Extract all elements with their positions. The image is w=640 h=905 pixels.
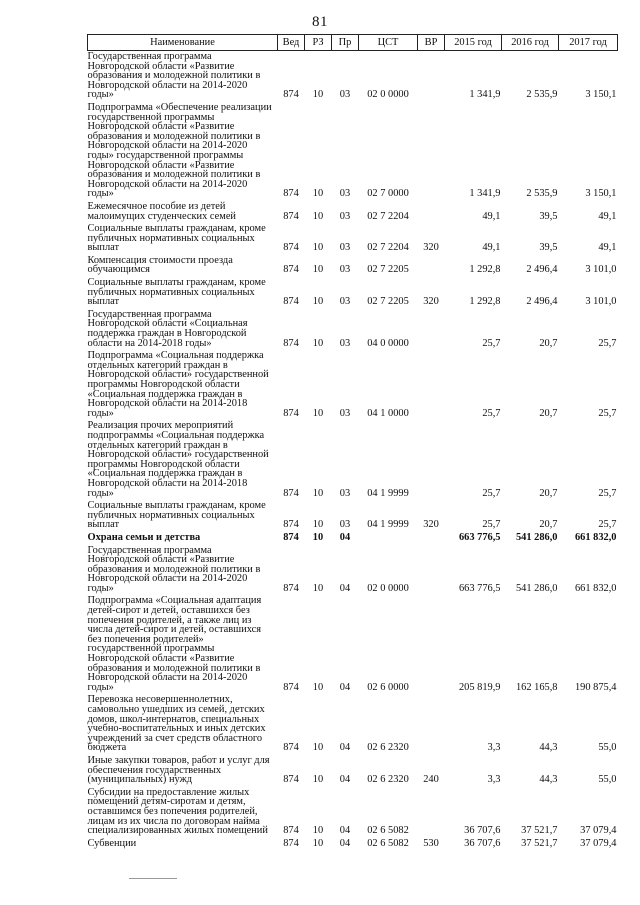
- row-ved: 874: [283, 837, 299, 849]
- row-pr: 03: [339, 296, 351, 308]
- row-ved: 874: [283, 296, 299, 308]
- row-rz: 10: [312, 188, 324, 200]
- row-ved: 874: [283, 681, 299, 693]
- row-rz: 10: [312, 264, 324, 276]
- table-row: [88, 838, 618, 851]
- header-rz: РЗ: [305, 35, 332, 51]
- row-pr: 03: [339, 210, 351, 222]
- row-pr: 03: [339, 89, 351, 101]
- table-row: [88, 350, 618, 420]
- row-ved: 874: [283, 337, 299, 349]
- row-ved: 874: [283, 774, 299, 786]
- row-amount-2016: 20,7: [539, 519, 558, 531]
- row-amount-2016: 2 496,4: [526, 296, 558, 308]
- row-amount-2016: 2 535,9: [526, 89, 558, 101]
- row-amount-2015: 25,7: [482, 519, 501, 531]
- row-amount-2015: 49,1: [482, 242, 501, 254]
- row-cst: 02 6 0000: [367, 681, 409, 693]
- row-rz: 10: [312, 742, 324, 754]
- row-amount-2015: 25,7: [482, 407, 501, 419]
- row-vr: [418, 532, 445, 545]
- row-ved: 874: [283, 210, 299, 222]
- row-amount-2015: 1 292,8: [469, 296, 501, 308]
- row-amount-2015: 36 707,6: [464, 825, 501, 837]
- row-rz: 10: [312, 681, 324, 693]
- row-name: Перевозка несовершеннолетних, самовольно ушедших из семей, детских домов, школ-интернатов, специальных учебно-воспитательных и иных детских учреждений за счет средств областного бюджета: [87, 694, 266, 754]
- row-cst: 04 1 9999: [367, 487, 409, 499]
- row-cst: 02 6 5082: [367, 825, 409, 837]
- row-vr: 320: [423, 519, 439, 531]
- table-row: [88, 787, 618, 838]
- row-amount-2016: 162 165,8: [515, 681, 558, 693]
- row-name: Государственная программа Новгородской области «Развитие образования и молодежной политики в Новгородской области на 2014-2020 годы»: [87, 51, 261, 101]
- row-name: Государственная программа Новгородской области «Социальная поддержка граждан в Новгородской области на 2014-2018 годы»: [87, 308, 248, 349]
- row-name: Социальные выплаты гражданам, кроме публичных нормативных социальных выплат: [87, 223, 266, 254]
- table-row: [88, 755, 618, 787]
- row-rz: 10: [312, 296, 324, 308]
- row-vr: [418, 787, 445, 838]
- row-vr: 320: [423, 296, 439, 308]
- row-amount-2017: 661 832,0: [574, 582, 617, 594]
- row-name: Реализация прочих мероприятий подпрограммы «Социальная поддержка отдельных категорий граждан в Новгородской области» государственной программы Новгородской области «Социальная поддержка граждан в Новгородской области на 2014-2018 годы»: [87, 420, 269, 499]
- table-header-row: [88, 35, 618, 51]
- row-amount-2017: 3 101,0: [585, 296, 617, 308]
- row-vr: [418, 350, 445, 420]
- row-cst: 02 6 2320: [367, 774, 409, 786]
- row-vr: 240: [423, 774, 439, 786]
- row-name: Подпрограмма «Обеспечение реализации государственной программы Новгородской области «Развитие образования и молодежной политики в Новгородской области на 2014-2020 годы» государственной программы Новгородской области «Развитие образования и молодежной политики в Новгородской области на 2014-2020 годы»: [87, 101, 272, 200]
- table-row: [88, 595, 618, 694]
- table-row: [88, 51, 618, 102]
- row-amount-2017: 25,7: [598, 407, 617, 419]
- row-ved: 874: [283, 188, 299, 200]
- table-row: [88, 420, 618, 500]
- header-pr: Пр: [332, 35, 359, 51]
- row-pr: 03: [339, 264, 351, 276]
- header-vr: ВР: [418, 35, 445, 51]
- row-amount-2017: 3 150,1: [585, 89, 617, 101]
- table-row: [88, 545, 618, 596]
- row-rz: 10: [312, 825, 324, 837]
- row-amount-2017: 49,1: [598, 210, 617, 222]
- row-name: Подпрограмма «Социальная поддержка отдельных категорий граждан в Новгородской области» государственной программы Новгородской области «Социальная поддержка граждан в Новгородской области на 2014-2018 годы»: [87, 350, 269, 419]
- row-rz: 10: [312, 89, 324, 101]
- table-row: [88, 500, 618, 532]
- row-name: Государственная программа Новгородской области «Развитие образования и молодежной политики в Новгородской области на 2014-2020 годы»: [87, 544, 261, 594]
- row-pr: 03: [339, 337, 351, 349]
- row-pr: 03: [339, 407, 351, 419]
- row-amount-2016: 20,7: [539, 487, 558, 499]
- row-amount-2015: 663 776,5: [458, 582, 501, 594]
- row-amount-2016: 20,7: [539, 337, 558, 349]
- row-name: Ежемесячное пособие из детей малоимущих студенческих семей: [87, 200, 236, 222]
- row-amount-2017: 661 832,0: [574, 531, 617, 543]
- row-cst: 02 6 5082: [367, 837, 409, 849]
- row-amount-2016: 39,5: [539, 242, 558, 254]
- row-cst: 02 7 2205: [367, 264, 409, 276]
- header-ved: Вед: [278, 35, 305, 51]
- row-amount-2017: 25,7: [598, 487, 617, 499]
- table-row: [88, 223, 618, 255]
- table-row: [88, 277, 618, 309]
- table-row: [88, 694, 618, 755]
- row-amount-2016: 20,7: [539, 407, 558, 419]
- row-pr: 04: [339, 837, 351, 849]
- row-amount-2016: 39,5: [539, 210, 558, 222]
- row-amount-2017: 25,7: [598, 519, 617, 531]
- row-amount-2015: 1 292,8: [469, 264, 501, 276]
- row-cst: 02 0 0000: [367, 89, 409, 101]
- table-row: [88, 532, 618, 545]
- row-pr: 03: [339, 487, 351, 499]
- row-amount-2016: 541 286,0: [515, 582, 558, 594]
- row-amount-2015: 205 819,9: [458, 681, 501, 693]
- row-ved: 874: [283, 89, 299, 101]
- row-cst: 02 6 2320: [367, 742, 409, 754]
- row-amount-2017: 55,0: [598, 774, 617, 786]
- row-cst: 02 7 2204: [367, 210, 409, 222]
- row-pr: 03: [339, 188, 351, 200]
- row-vr: [418, 420, 445, 500]
- row-name: Субсидии на предоставление жилых помещений детям-сиротам и детям, оставшимся без попечения родителей, лицам из их числа по договорам найма специализированных жилых помещений: [87, 786, 268, 837]
- row-rz: 10: [312, 242, 324, 254]
- row-ved: 874: [283, 487, 299, 499]
- row-name: Подпрограмма «Социальная адаптация детей-сирот и детей, оставшихся без попечения родителей, а также лиц из числа детей-сирот и детей, оставшихся без попечения родителей» государственной программы Новгородской области «Развитие образования и молодежной политики в Новгородской области на 2014-2020 годы»: [87, 595, 262, 693]
- footnote-divider: [129, 878, 177, 879]
- row-rz: 10: [312, 837, 324, 849]
- row-name: Социальные выплаты гражданам, кроме публичных нормативных социальных выплат: [87, 277, 266, 308]
- row-amount-2016: 37 521,7: [521, 825, 558, 837]
- row-ved: 874: [283, 264, 299, 276]
- row-pr: 04: [339, 582, 351, 594]
- table-row: [88, 102, 618, 201]
- row-amount-2015: 25,7: [482, 337, 501, 349]
- row-amount-2015: 49,1: [482, 210, 501, 222]
- row-rz: 10: [312, 774, 324, 786]
- page-number: 81: [312, 14, 328, 30]
- row-ved: 874: [283, 407, 299, 419]
- table-body: [88, 51, 618, 851]
- row-amount-2015: 36 707,6: [464, 837, 501, 849]
- header-2015: 2015 год: [445, 35, 502, 51]
- row-vr: [418, 595, 445, 694]
- row-name: Компенсация стоимости проезда обучающимся: [87, 254, 233, 276]
- row-vr: [418, 51, 445, 102]
- row-rz: 10: [312, 407, 324, 419]
- row-amount-2016: 44,3: [539, 742, 558, 754]
- row-pr: 04: [339, 531, 351, 543]
- row-pr: 04: [339, 681, 351, 693]
- row-amount-2015: 663 776,5: [458, 531, 501, 543]
- row-vr: [418, 309, 445, 350]
- row-rz: 10: [312, 337, 324, 349]
- row-amount-2017: 49,1: [598, 242, 617, 254]
- header-name: Наименование: [88, 35, 278, 51]
- row-cst: 04 0 0000: [367, 337, 409, 349]
- row-amount-2016: 44,3: [539, 774, 558, 786]
- header-cst: ЦСТ: [359, 35, 418, 51]
- row-amount-2017: 25,7: [598, 337, 617, 349]
- budget-table: [87, 34, 618, 850]
- row-vr: [418, 102, 445, 201]
- row-amount-2015: 3,3: [487, 742, 501, 754]
- row-name: Охрана семьи и детства: [87, 531, 201, 543]
- row-cst: 04 1 9999: [367, 519, 409, 531]
- table-row: [88, 309, 618, 350]
- row-amount-2016: 541 286,0: [515, 531, 558, 543]
- row-name: Социальные выплаты гражданам, кроме публичных нормативных социальных выплат: [87, 500, 266, 531]
- row-amount-2016: 37 521,7: [521, 837, 558, 849]
- row-cst: 02 7 0000: [367, 188, 409, 200]
- row-ved: 874: [283, 519, 299, 531]
- row-amount-2016: 2 496,4: [526, 264, 558, 276]
- row-vr: 530: [423, 837, 439, 849]
- row-amount-2015: 1 341,9: [469, 89, 501, 101]
- row-rz: 10: [312, 531, 324, 543]
- row-pr: 04: [339, 825, 351, 837]
- row-cst: 04 1 0000: [367, 407, 409, 419]
- row-ved: 874: [283, 825, 299, 837]
- row-vr: [418, 201, 445, 223]
- row-ved: 874: [283, 742, 299, 754]
- table-row: [88, 201, 618, 223]
- row-cst: 02 0 0000: [367, 582, 409, 594]
- row-cst: 02 7 2204: [367, 242, 409, 254]
- row-pr: 03: [339, 519, 351, 531]
- row-amount-2017: 37 079,4: [580, 837, 617, 849]
- row-cst: 02 7 2205: [367, 296, 409, 308]
- row-amount-2015: 1 341,9: [469, 188, 501, 200]
- table-row: [88, 255, 618, 277]
- row-rz: 10: [312, 519, 324, 531]
- row-rz: 10: [312, 582, 324, 594]
- row-amount-2015: 25,7: [482, 487, 501, 499]
- row-rz: 10: [312, 487, 324, 499]
- row-ved: 874: [283, 582, 299, 594]
- row-amount-2017: 55,0: [598, 742, 617, 754]
- row-amount-2017: 37 079,4: [580, 825, 617, 837]
- row-rz: 10: [312, 210, 324, 222]
- row-vr: [418, 545, 445, 596]
- row-pr: 04: [339, 742, 351, 754]
- header-2016: 2016 год: [502, 35, 559, 51]
- row-amount-2017: 190 875,4: [574, 681, 617, 693]
- row-amount-2015: 3,3: [487, 774, 501, 786]
- row-name: Иные закупки товаров, работ и услуг для обеспечения государственных (муниципальных) нужд: [87, 754, 270, 786]
- row-vr: [418, 255, 445, 277]
- row-pr: 03: [339, 242, 351, 254]
- row-cst: [359, 532, 418, 545]
- row-vr: [418, 694, 445, 755]
- row-name: Субвенции: [87, 837, 137, 849]
- row-amount-2017: 3 101,0: [585, 264, 617, 276]
- row-ved: 874: [283, 531, 299, 543]
- row-amount-2016: 2 535,9: [526, 188, 558, 200]
- row-ved: 874: [283, 242, 299, 254]
- header-2017: 2017 год: [559, 35, 618, 51]
- row-pr: 04: [339, 774, 351, 786]
- row-vr: 320: [423, 242, 439, 254]
- row-amount-2017: 3 150,1: [585, 188, 617, 200]
